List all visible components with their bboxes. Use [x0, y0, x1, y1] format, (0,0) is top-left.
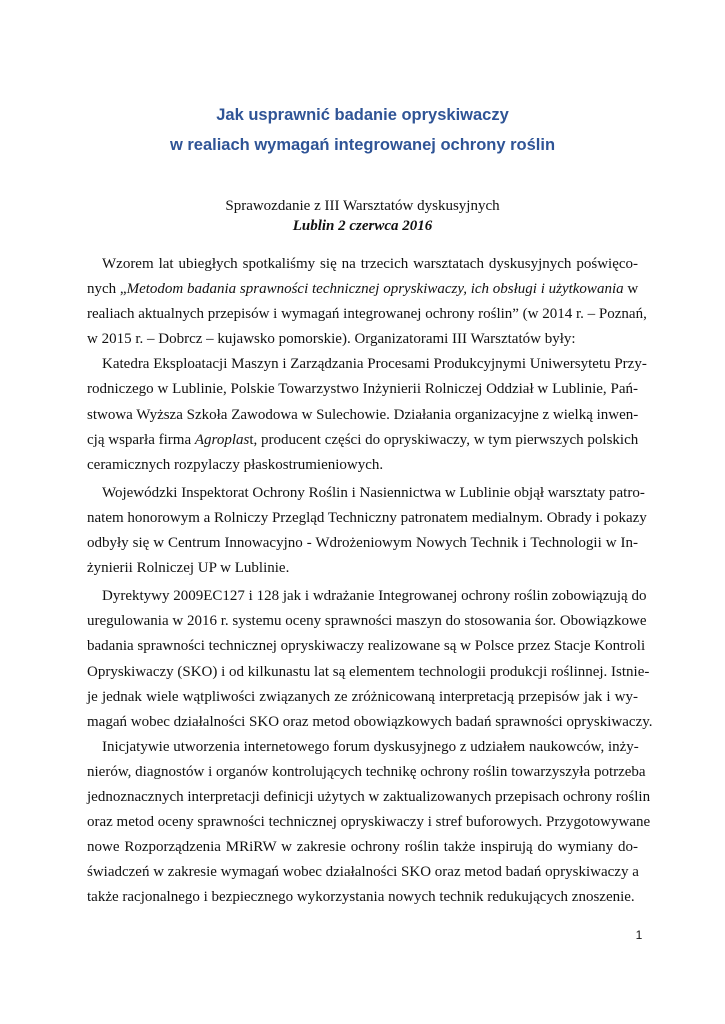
- text-line: Inicjatywie utworzenia internetowego forum dyskusyjnego z udziałem naukowców, inży-: [102, 738, 639, 755]
- text-line: Dyrektywy 2009EC127 i 128 jak i wdrażanie Integrowanej ochrony roślin zobowiązują do: [102, 588, 647, 605]
- report-subtitle: Sprawozdanie z III Warsztatów dyskusyjnych: [225, 198, 500, 214]
- text-line: także racjonalnego i bezpiecznego wykorzystania nowych technik redukujących znoszenie.: [87, 889, 635, 906]
- text-line: ceramicznych rozpylaczy płaskostrumieniowych.: [87, 456, 384, 473]
- text-line: Katedra Eksploatacji Maszyn i Zarządzania Procesami Produkcyjnymi Uniwersytetu Przy-: [102, 356, 647, 373]
- paragraph-3: [87, 481, 647, 581]
- text-line: oraz metod oceny sprawności technicznej opryskiwaczy i stref buforowych. Przygotowywane: [87, 814, 651, 831]
- document-title-line-1: Jak usprawnić badanie opryskiwaczy: [216, 106, 509, 124]
- text-line: je jednak wiele wątpliwości związanych ze zróżnicowaną interpretacją przepisów jak i wy-: [87, 688, 638, 705]
- text-segment: t, producent części do opryskiwaczy, w tym pierwszych polskich: [249, 431, 639, 448]
- text-segment: nych „: [87, 281, 127, 298]
- place-and-date: Lublin 2 czerwca 2016: [292, 218, 433, 234]
- text-line: odbyły się w Centrum Innowacyjno - Wdrożeniowym Nowych Technik i Technologii w In-: [87, 535, 638, 552]
- paragraph-5: [87, 735, 651, 911]
- page-number: 1: [635, 928, 643, 942]
- text-line: żynierii Rolniczej UP w Lublinie.: [87, 560, 290, 577]
- text-line: uregulowania w 2016 r. systemu oceny sprawności maszyn do stosowania śor. Obowiązkowe: [87, 613, 647, 630]
- paragraph-1: [87, 252, 647, 352]
- text-line: realiach aktualnych przepisów i wymagań integrowanej ochrony roślin” (w 2014 r. – Poznań,: [87, 306, 647, 323]
- text-line: badania sprawności technicznej opryskiwaczy realizowane są w Polsce przez Stacje Kontroli: [87, 638, 646, 655]
- text-line: natem honorowym a Rolniczy Przegląd Techniczny patronatem medialnym. Obrady i pokazy: [87, 509, 647, 526]
- text-line: magań wobec działalności SKO oraz metod obowiązkowych badań sprawności opryskiwaczy.: [87, 713, 653, 730]
- italic-company-name: Agroplas: [194, 431, 250, 448]
- text-line: nowe Rozporządzenia MRiRW w zakresie ochrony roślin także inspirują do wymiany do-: [87, 839, 638, 856]
- text-line: rodniczego w Lublinie, Polskie Towarzystwo Inżynierii Rolniczej Oddział w Lublinie, Pań-: [87, 381, 638, 398]
- text-line: świadczeń w zakresie wymagań wobec działalności SKO oraz metod badań opryskiwaczy a: [87, 864, 639, 881]
- text-line: Wzorem lat ubiegłych spotkaliśmy się na trzecich warsztatach dyskusyjnych poświęco-: [102, 256, 638, 272]
- text-line: [87, 277, 638, 302]
- text-line: jednoznacznych interpretacji definicji użytych w zaktualizowanych przepisach ochrony roślin: [87, 788, 651, 805]
- text-segment: w: [623, 281, 639, 298]
- document-body: [87, 252, 653, 910]
- paragraph-4: [87, 584, 653, 735]
- text-line: [87, 428, 638, 453]
- text-line: Opryskiwaczy (SKO) i od kilkunastu lat są elementem technologii produkcji roślinnej. Istnie-: [87, 663, 650, 680]
- document-title-line-2: w realiach wymagań integrowanej ochrony roślin: [169, 136, 556, 154]
- text-line: stwowa Wyższa Szkoła Zawodowa w Sulechowie. Działania organizacyjne z wielką inwen-: [87, 406, 639, 423]
- text-line: Wojewódzki Inspektorat Ochrony Roślin i Nasiennictwa w Lublinie objął warsztaty patro-: [102, 484, 645, 501]
- text-segment: cją wsparła firma: [87, 431, 195, 448]
- italic-title-text: Metodom badania sprawności technicznej opryskiwaczy, ich obsługi i użytkowania: [126, 281, 624, 298]
- text-line: nierów, diagnostów i organów kontrolujących technikę ochrony roślin towarzyszyła potrzeba: [87, 763, 646, 780]
- text-line: w 2015 r. – Dobrcz – kujawsko pomorskie). Organizatorami III Warsztatów były:: [87, 331, 576, 348]
- paragraph-2: [87, 352, 647, 477]
